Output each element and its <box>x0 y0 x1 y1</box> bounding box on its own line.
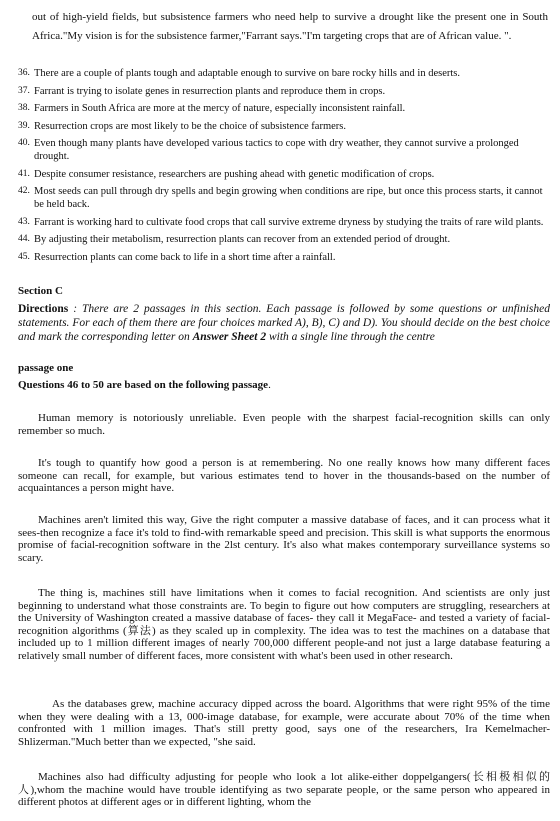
item-text: Despite consumer resistance, researchers are pushing ahead with genetic modification of crops. <box>34 168 435 180</box>
item-text: There are a couple of plants tough and adaptable enough to survive on bare rocky hills and in deserts. <box>34 68 460 79</box>
item-text: Farrant is working hard to cultivate food crops that call survive extreme dryness by studying the traits of rare wild plants. <box>34 216 544 228</box>
item-number: 39. <box>18 120 30 131</box>
passage-label: passage one <box>18 362 74 374</box>
section-title: Section C <box>18 285 63 297</box>
item-text: Farrant is trying to isolate genes in resurrection plants and reproduce them in crops. <box>34 85 386 97</box>
list-item <box>18 233 550 246</box>
item-number: 40. <box>18 138 30 148</box>
item-number: 38. <box>18 103 30 113</box>
answer-sheet-label: Answer Sheet 2 <box>192 331 267 343</box>
list-item <box>18 85 550 98</box>
item-number: 41. <box>18 168 30 179</box>
item-text: Resurrection plants can come back to life in a short time after a rainfall. <box>34 251 336 263</box>
item-text: Resurrection crops are most likely to be the choice of subsistence farmers. <box>34 120 346 132</box>
item-number: 44. <box>18 234 30 244</box>
directions <box>18 302 550 344</box>
item-text: Most seeds can pull through dry spells and begin growing when conditions are ripe, but once this process starts, it cannot be held back. <box>34 186 543 210</box>
item-number: 43. <box>18 216 30 227</box>
item-number: 36. <box>18 68 30 78</box>
paragraph: As the databases grew, machine accuracy dipped across the board. Algorithms that were right 95% of the time when they were dealing with a 13, 000-image database, for example, were accurate about 70% of the time when confronted with 1 million images. That's still pretty good, says one of the researchers, Ira Kemelmacher-Shlizerman."Much better than we expected, "she said. <box>18 698 550 748</box>
directions-end: with a single line through the centre <box>266 331 435 343</box>
paragraph: Machines aren't limited this way, Give the right computer a massive database of faces, and it can process what it sees-then recognize a face it's told to find-with remarkable speed and precision. This skill is what supports the enormous promise of facial-recognition software in the 2lst century. It's also what makes contemporary surveillance systems so scary. <box>18 514 550 564</box>
item-number: 37. <box>18 85 30 96</box>
paragraph: It's tough to quantify how good a person is at remembering. No one really knows how many different faces someone can recall, for example, but various estimates tend to hover in the thousands-based on the number of acquaintances a person might have. <box>18 457 550 495</box>
list-item <box>18 137 550 163</box>
list-item <box>18 251 550 264</box>
directions-colon: : <box>68 303 83 315</box>
intro-paragraph: out of high-yield fields, but subsistence farmers who need help to survive a drought like the present one in South Africa."My vision is for the subsistence farmer,"Farrant says."I'm targeting crops that are of African value. ". <box>32 11 548 42</box>
list-item <box>18 67 550 80</box>
item-number: 42. <box>18 186 30 196</box>
questions-period: . <box>268 379 271 391</box>
paragraph: Machines also had difficulty adjusting for people who look a lot alike-either doppelgangers(长相极相似的人),whom the machine would have trouble identifying as two separate people, or the same person who appeared in different photos at different ages or in different lighting, whom the <box>18 771 550 809</box>
item-text: By adjusting their metabolism, resurrection plants can recover from an extended period of drought. <box>34 234 451 245</box>
directions-label: Directions <box>18 303 69 315</box>
paragraph: Human memory is notoriously unreliable. Even people with the sharpest facial-recognition skills can only remember so much. <box>18 412 550 437</box>
statement-list <box>18 67 550 268</box>
questions-heading-line <box>18 379 550 391</box>
list-item <box>18 216 550 229</box>
list-item <box>18 102 550 115</box>
list-item <box>18 120 550 133</box>
item-text: Even though many plants have developed various tactics to cope with dry weather, they cannot survive a prolonged drought. <box>34 138 519 162</box>
item-number: 45. <box>18 251 30 262</box>
paragraph: The thing is, machines still have limitations when it comes to facial recognition. And scientists are only just beginning to understand what those constraints are. To begin to figure out how computers are struggling, researchers at the University of Washington created a massive database of faces- they call it MegaFace- and tested a variety of facial-recognition algorithms (算法) as they scaled up in complexity. The idea was to test the machines on a database that included up to 1 million different images of nearly 700,000 different people-and not just a large database featuring a relatively small number of different faces, more consistent with what's been used in other research. <box>18 587 550 662</box>
list-item <box>18 168 550 181</box>
item-text: Farmers in South Africa are more at the mercy of nature, especially inconsistent rainfall. <box>34 103 406 114</box>
directions-text: There are 2 passages in this section. Each passage is followed by some questions or unfinished statements. For each of them there are four choices marked A), B), C) and D). You should decide on the best choice and mark the corresponding letter on <box>18 303 550 343</box>
list-item <box>18 185 550 211</box>
questions-heading: Questions 46 to 50 are based on the following passage <box>18 379 269 391</box>
